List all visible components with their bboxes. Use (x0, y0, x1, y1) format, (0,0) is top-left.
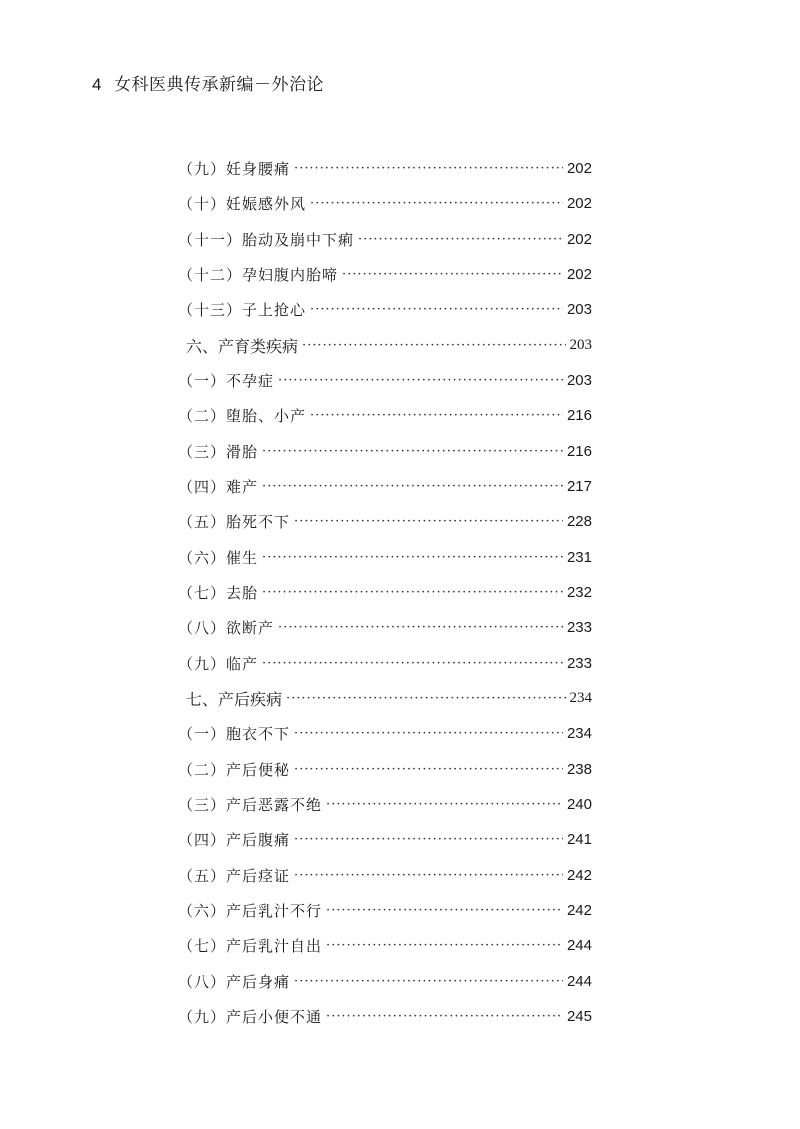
toc-entry-page: 202 (566, 194, 592, 212)
toc-entry[interactable] (178, 295, 592, 323)
toc-entry-title: （五）产后痉证 (178, 866, 291, 885)
toc-entry-title: （十一）胎动及崩中下痢 (178, 230, 355, 249)
toc-entry-title: （二）产后便秘 (178, 760, 291, 779)
toc-entry[interactable] (178, 719, 592, 747)
dot-leader (310, 302, 563, 317)
dot-leader (286, 691, 565, 706)
toc-entry-title: （三）产后恶露不绝 (178, 795, 323, 814)
toc-entry-title: （七）去胎 (178, 583, 259, 602)
toc-entry[interactable] (178, 578, 592, 606)
toc-entry[interactable] (178, 790, 592, 818)
toc-entry-page: 245 (566, 1007, 592, 1025)
dot-leader (294, 726, 563, 741)
toc-entry-page: 240 (566, 795, 592, 813)
toc-section-page: 234 (569, 689, 592, 706)
dot-leader (294, 974, 563, 989)
dot-leader (302, 338, 565, 353)
toc-entry-title: （四）难产 (178, 477, 259, 496)
toc-entry-title: （八）欲断产 (178, 618, 275, 637)
toc-entry-page: 242 (566, 901, 592, 919)
toc-entry[interactable] (178, 825, 592, 853)
dot-leader (310, 196, 563, 211)
toc-entry-title: （九）妊身腰痛 (178, 159, 291, 178)
dot-leader (310, 408, 563, 423)
dot-leader (294, 514, 563, 529)
dot-leader (294, 868, 563, 883)
toc-entry[interactable] (178, 613, 592, 641)
toc-entry[interactable] (178, 507, 592, 535)
toc-entry[interactable] (178, 472, 592, 500)
toc-entry-title: （一）不孕症 (178, 371, 275, 390)
toc-entry[interactable] (178, 366, 592, 394)
dot-leader (278, 373, 563, 388)
toc-entry[interactable] (178, 189, 592, 217)
toc-entry-page: 203 (566, 371, 592, 389)
dot-leader (326, 938, 563, 953)
book-title: 女科医典传承新编－外治论 (113, 75, 324, 95)
toc-entry-title: （一）胞衣不下 (178, 724, 291, 743)
toc-entry-page: 233 (566, 618, 592, 636)
toc-entry-title: （十二）孕妇腹内胎啼 (178, 265, 339, 284)
toc-entry-title: （九）产后小便不通 (178, 1007, 323, 1026)
dot-leader (294, 161, 563, 176)
dot-leader (262, 479, 563, 494)
toc-entry-page: 231 (566, 548, 592, 566)
toc-section-heading[interactable] (186, 331, 592, 359)
toc-entry[interactable] (178, 896, 592, 924)
dot-leader (294, 832, 563, 847)
toc-entry-page: 233 (566, 654, 592, 672)
toc-entry[interactable] (178, 543, 592, 571)
toc-entry[interactable] (178, 225, 592, 253)
toc-entry-page: 202 (566, 159, 592, 177)
toc-entry-title: （五）胎死不下 (178, 512, 291, 531)
toc-entry-page: 217 (566, 477, 592, 495)
dot-leader (326, 1009, 563, 1024)
toc-entry-page: 216 (566, 406, 592, 424)
dot-leader (262, 585, 563, 600)
toc-entry-page: 228 (566, 512, 592, 530)
toc-entry-page: 202 (566, 230, 592, 248)
toc-entry[interactable] (178, 967, 592, 995)
toc-entry-title: （七）产后乳汁自出 (178, 936, 323, 955)
toc-entry-title: （十三）子上抢心 (178, 300, 307, 319)
toc-entry-page: 232 (566, 583, 592, 601)
toc-entry-page: 234 (566, 724, 592, 742)
toc-section-title: 六、产育类疾病 (186, 336, 299, 356)
toc-section-heading[interactable] (186, 684, 592, 712)
toc-entry[interactable] (178, 649, 592, 677)
toc-entry-title: （八）产后身痛 (178, 972, 291, 991)
toc-entry-title: （四）产后腹痛 (178, 830, 291, 849)
toc-entry[interactable] (178, 437, 592, 465)
toc-entry-title: （六）催生 (178, 548, 259, 567)
toc-entry-page: 244 (566, 972, 592, 990)
toc-entry-page: 216 (566, 442, 592, 460)
toc-entry-title: （十）妊娠感外风 (178, 194, 307, 213)
toc-entry[interactable] (178, 861, 592, 889)
toc-entry-title: （三）滑胎 (178, 442, 259, 461)
toc-entry[interactable] (178, 260, 592, 288)
dot-leader (326, 797, 563, 812)
toc-entry-title: （六）产后乳汁不行 (178, 901, 323, 920)
toc-entry-title: （二）堕胎、小产 (178, 406, 307, 425)
dot-leader (358, 232, 563, 247)
dot-leader (262, 444, 563, 459)
dot-leader (342, 267, 563, 282)
toc-entry-page: 241 (566, 830, 592, 848)
toc-entry[interactable] (178, 1002, 592, 1030)
toc-entry-page: 244 (566, 936, 592, 954)
toc-entry-page: 202 (566, 265, 592, 283)
toc-entry-page: 203 (566, 300, 592, 318)
dot-leader (262, 550, 563, 565)
toc-entry-page: 238 (566, 760, 592, 778)
toc-entry[interactable] (178, 931, 592, 959)
running-header (92, 70, 324, 95)
toc-section-title: 七、产后疾病 (186, 689, 283, 709)
toc-entry[interactable] (178, 755, 592, 783)
toc-entry-page: 242 (566, 866, 592, 884)
dot-leader (262, 656, 563, 671)
toc-entry-title: （九）临产 (178, 654, 259, 673)
page-number: 4 (92, 75, 102, 94)
toc-section-page: 203 (569, 336, 592, 353)
toc-entry[interactable] (178, 401, 592, 429)
dot-leader (294, 762, 563, 777)
toc-entry[interactable] (178, 154, 592, 182)
dot-leader (278, 620, 563, 635)
dot-leader (326, 903, 563, 918)
